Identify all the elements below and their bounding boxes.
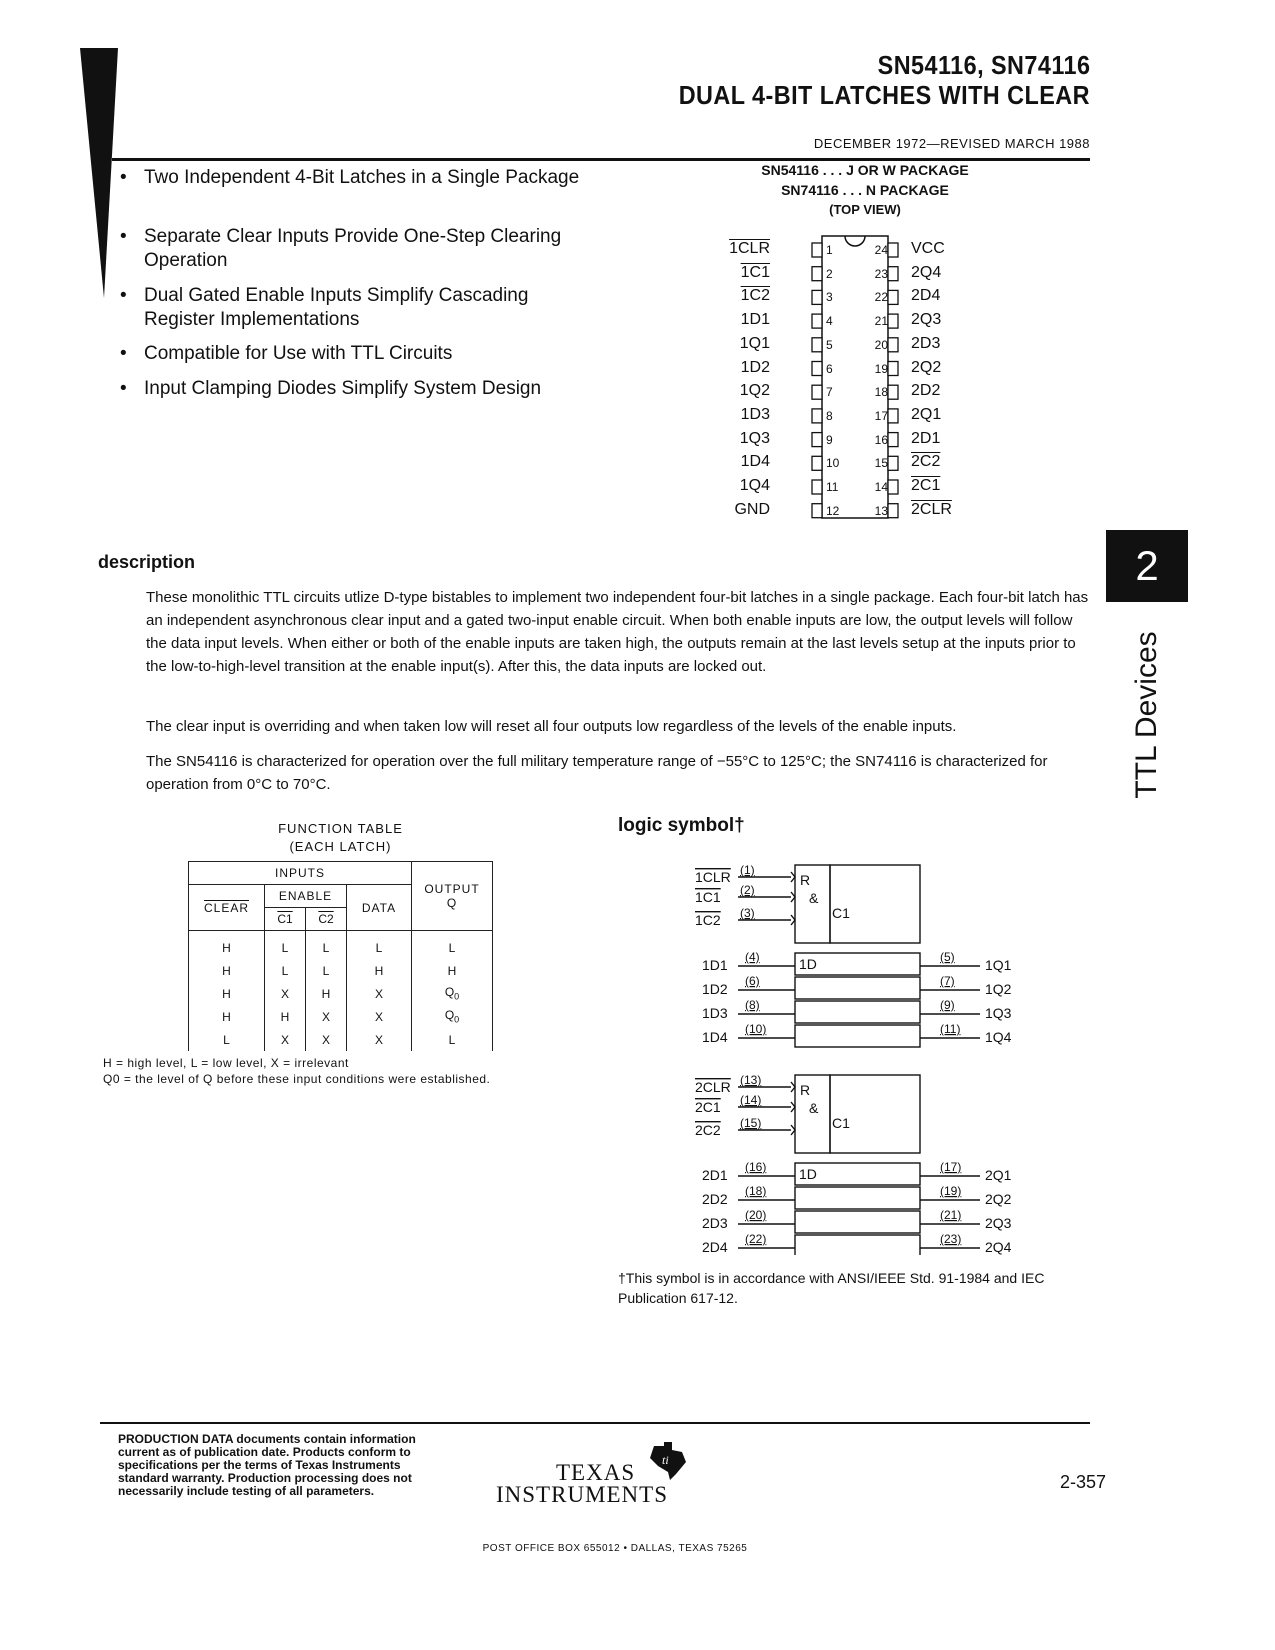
pin-box <box>812 480 822 494</box>
pin-label-right: 2Q4 <box>911 263 942 281</box>
function-table-cell: $Q_0$ <box>412 982 493 1005</box>
pin-number-label: (15) <box>740 1116 762 1130</box>
function-table-cell: H <box>189 982 265 1005</box>
control-input-label: 2CLR <box>695 1079 731 1095</box>
pin-box <box>888 243 898 257</box>
pin-number-left: 5 <box>826 337 833 352</box>
1d-label: 1D <box>799 956 817 972</box>
pin-box <box>888 480 898 494</box>
c1-header: C1 <box>265 908 306 931</box>
function-table-title: FUNCTION TABLE (EACH LATCH) <box>278 821 403 854</box>
dip-package-outline <box>800 232 920 522</box>
pin-label-right: 2D2 <box>911 382 941 400</box>
function-table-cell: X <box>347 1005 412 1028</box>
output-label: 2Q4 <box>985 1239 1012 1255</box>
pin-box <box>812 385 822 399</box>
pin-number-label: (14) <box>740 1093 762 1107</box>
enable-header: ENABLE <box>265 885 347 908</box>
output-label: 2Q3 <box>985 1215 1012 1231</box>
and-label: & <box>809 1100 819 1116</box>
c1-label: C1 <box>832 905 850 921</box>
function-table-row <box>189 1028 493 1051</box>
package-heading <box>715 160 1015 220</box>
data-input-label: 1D1 <box>702 957 728 973</box>
logic-symbol-footnote: †This symbol is in accordance with ANSI/IEEE Std. 91-1984 and IEC Publication 617-12. <box>618 1270 1045 1306</box>
pin-number-label: (4) <box>745 950 760 964</box>
data-input-label: 2D1 <box>702 1167 728 1183</box>
bullet-icon: • <box>120 167 127 188</box>
pin-label-right: 2CLR <box>911 500 952 518</box>
pin-number-right: 18 <box>874 385 888 400</box>
pin-number-right: 22 <box>874 290 888 305</box>
pin-number-right: 14 <box>874 480 888 494</box>
function-table-cell: L <box>306 959 347 982</box>
pin-box <box>888 338 898 352</box>
pin-box <box>812 267 822 281</box>
data-input-label: 2D4 <box>702 1239 728 1255</box>
pin-number-label: (6) <box>745 974 760 988</box>
description-paragraph: The SN54116 is characterized for operation over the full military temperature range of −55°C to 125°C; the SN74116 is characterized for operation from 0°C to 70°C. <box>146 753 1048 793</box>
pin-number-label: (11) <box>940 1022 961 1036</box>
pin-label-left: 1Q1 <box>739 334 770 352</box>
pin-box <box>888 456 898 470</box>
margin-wedge-mark <box>80 48 120 298</box>
pin-number-left: 10 <box>826 456 840 471</box>
package-top-view: (TOP VIEW) <box>829 202 901 217</box>
function-table-cell: X <box>306 1005 347 1028</box>
1d-label: 1D <box>799 1166 817 1182</box>
svg-text:ti: ti <box>662 1453 669 1467</box>
pin-number-right: 15 <box>874 456 888 471</box>
pin-number-label: (19) <box>940 1184 962 1198</box>
function-table-cell: L <box>265 931 306 960</box>
control-input-label: 2C2 <box>695 1122 721 1138</box>
output-header: OUTPUT Q <box>412 862 493 931</box>
pin-box <box>888 362 898 376</box>
pin-number-label: (20) <box>745 1208 767 1222</box>
data-input-label: 1D2 <box>702 981 728 997</box>
pin-number-label: (17) <box>940 1160 962 1174</box>
and-label: & <box>809 890 819 906</box>
latch-cell <box>795 1025 920 1047</box>
feature-item: • Two Independent 4-Bit Latches in a Single Package <box>120 167 580 188</box>
pin-box <box>888 314 898 328</box>
pin-label-left: 1D3 <box>740 405 770 423</box>
texas-instruments-logo: TEXAS INSTRUMENTS ti <box>496 1440 716 1510</box>
c1-label: C1 <box>832 1115 850 1131</box>
pin-number-label: (3) <box>740 906 755 920</box>
pin-label-right: 2D3 <box>911 334 941 352</box>
pin-label-right: 2D4 <box>911 287 941 305</box>
function-table-cell: L <box>189 1028 265 1051</box>
output-label: 2Q2 <box>985 1191 1012 1207</box>
description-paragraph: These monolithic TTL circuits utlize D-type bistables to implement two independent four-bit latches in a single package. Each four-bit latch has an independent asynchronous clear input and a gated two-input enable circuit. When both enable inputs are low, the output levels will follow the data input levels. When either or both of the enable inputs are taken high, the outputs remain at the last levels setup at the inputs prior to the low-to-high-level transition at the enable input(s). After this, the data inputs are locked out. <box>146 589 1089 675</box>
control-input-label: 2C1 <box>695 1099 721 1115</box>
pin-number-right: 17 <box>874 408 888 423</box>
pin-label-left: 1D4 <box>740 453 770 471</box>
function-table-cell: L <box>412 931 493 960</box>
bullet-icon: • <box>120 285 127 306</box>
function-table-row <box>189 959 493 982</box>
function-table-cell: H <box>347 959 412 982</box>
pin-label-right: VCC <box>911 240 945 257</box>
pin-box <box>888 433 898 447</box>
function-table-cell: H <box>412 959 493 982</box>
pin-number-right: 20 <box>874 337 888 352</box>
function-table-cell: L <box>306 931 347 960</box>
function-table-cell: H <box>189 1005 265 1028</box>
function-table <box>188 861 493 1051</box>
feature-item: • Dual Gated Enable Inputs Simplify Cascading Register Implementations <box>120 285 529 330</box>
data-header: DATA <box>347 885 412 931</box>
pin-number-right: 16 <box>874 432 888 447</box>
pin-number-right: 24 <box>874 243 888 257</box>
function-table-cell: H <box>189 959 265 982</box>
data-input-label: 2D2 <box>702 1191 728 1207</box>
pin-label-left: 1C1 <box>740 263 770 281</box>
output-label: 1Q2 <box>985 981 1012 997</box>
pin-box <box>812 433 822 447</box>
section-tab-number: 2 <box>1106 530 1188 602</box>
description-heading: description <box>98 552 196 572</box>
control-input-label: 1C2 <box>695 912 721 928</box>
pin-number-label: (22) <box>745 1232 767 1246</box>
pin-number-left: 1 <box>826 243 833 257</box>
common-control-frame <box>830 865 920 943</box>
function-table-cell: X <box>347 982 412 1005</box>
production-data-notice: PRODUCTION DATA documents contain information current as of publication date. Products conform to specifications per the terms of Texas Instruments standard warranty. Production processing does not necessarily include testing of all parameters. <box>118 1432 416 1498</box>
pin-number-label: (2) <box>740 883 755 897</box>
data-input-label: 1D4 <box>702 1029 728 1045</box>
function-table-cell: L <box>347 931 412 960</box>
function-table-cell: H <box>189 931 265 960</box>
function-table-cell: H <box>306 982 347 1005</box>
pin-number-label: (13) <box>740 1073 762 1087</box>
pin-number-left: 12 <box>826 503 840 518</box>
inputs-header: INPUTS <box>189 862 412 885</box>
output-label: 1Q1 <box>985 957 1012 973</box>
pin-box <box>888 385 898 399</box>
pin-number-label: (10) <box>745 1022 767 1036</box>
bullet-icon: • <box>120 226 127 247</box>
pin-number-left: 4 <box>826 314 833 329</box>
pin-box <box>812 456 822 470</box>
pin-box <box>812 243 822 257</box>
control-input-label: 1C1 <box>695 889 721 905</box>
clear-header: CLEAR <box>189 885 265 931</box>
pin-box <box>812 362 822 376</box>
output-label: 1Q3 <box>985 1005 1012 1021</box>
reset-label: R <box>800 1082 811 1098</box>
ti-map-icon <box>646 1440 690 1482</box>
pin-number-right: 19 <box>874 361 888 376</box>
data-input-label: 1D3 <box>702 1005 728 1021</box>
pin-number-left: 9 <box>826 432 833 447</box>
pin-number-label: (18) <box>745 1184 767 1198</box>
pin-label-right: 2C1 <box>911 477 941 494</box>
pin-label-left: 1D2 <box>740 358 770 376</box>
pin-box <box>888 504 898 518</box>
pin-label-left: 1D1 <box>740 311 770 329</box>
pin-box <box>812 290 822 304</box>
pin-number-left: 8 <box>826 408 833 423</box>
pin-label-right: 2Q3 <box>911 311 942 329</box>
logic-symbol-diagram <box>690 855 1030 1255</box>
page-number: 2-357 <box>1060 1472 1107 1492</box>
bullet-icon: • <box>120 378 127 399</box>
pin-box <box>812 504 822 518</box>
package-line-j-w: SN54116 . . . J OR W PACKAGE <box>761 162 969 178</box>
pin-number-label: (21) <box>940 1208 962 1222</box>
bullet-icon: • <box>120 343 127 364</box>
pin-number-label: (1) <box>740 863 755 877</box>
pin-number-right: 23 <box>874 266 888 281</box>
pin-label-left: 1C2 <box>740 287 770 305</box>
pin-label-right: 2C2 <box>911 453 941 471</box>
revision-date: DECEMBER 1972—REVISED MARCH 1988 <box>813 136 1090 151</box>
part-numbers-title: SN54116, SN74116 <box>877 50 1090 80</box>
package-line-n: SN74116 . . . N PACKAGE <box>781 182 949 198</box>
function-table-row <box>189 1005 493 1028</box>
document-title: DUAL 4-BIT LATCHES WITH CLEAR <box>678 80 1090 110</box>
common-control-frame <box>830 1075 920 1153</box>
function-table-cell: X <box>265 1028 306 1051</box>
pin-label-left: 1CLR <box>729 240 770 257</box>
function-table-row <box>189 931 493 960</box>
description-paragraph: The clear input is overriding and when taken low will reset all four outputs low regardless of the levels of the enable inputs. <box>146 718 957 735</box>
latch-cell <box>795 1235 920 1255</box>
latch-cell <box>795 977 920 999</box>
latch-cell <box>795 1211 920 1233</box>
function-table-cell: X <box>306 1028 347 1051</box>
pin-number-label: (16) <box>745 1160 767 1174</box>
data-input-label: 2D3 <box>702 1215 728 1231</box>
latch-cell <box>795 1001 920 1023</box>
feature-item: • Compatible for Use with TTL Circuits <box>120 343 453 364</box>
pin-label-right: 2Q2 <box>911 358 942 376</box>
output-label: 2Q1 <box>985 1167 1012 1183</box>
feature-item: • Input Clamping Diodes Simplify System Design <box>120 378 542 399</box>
function-table-cell: L <box>265 959 306 982</box>
pin-label-right: 2Q1 <box>911 405 942 423</box>
section-tab-label: TTL Devices <box>1130 631 1163 799</box>
pin-number-right: 13 <box>874 503 888 518</box>
function-table-cell: X <box>265 982 306 1005</box>
pin-box <box>812 409 822 423</box>
pin-label-left: 1Q3 <box>739 429 770 447</box>
pin-number-left: 2 <box>826 266 833 281</box>
function-table-row <box>189 982 493 1005</box>
pin-number-right: 21 <box>874 314 888 329</box>
reset-label: R <box>800 872 811 888</box>
pin-number-left: 7 <box>826 385 833 400</box>
pin-number-label: (23) <box>940 1232 962 1246</box>
pin-number-left: 3 <box>826 290 833 305</box>
function-table-cell: $Q_0$ <box>412 1005 493 1028</box>
pin-box <box>812 314 822 328</box>
pin-number-label: (8) <box>745 998 760 1012</box>
footer-rule <box>100 1422 1090 1424</box>
function-table-cell: X <box>347 1028 412 1051</box>
pin-box <box>888 409 898 423</box>
pin-number-label: (9) <box>940 998 955 1012</box>
control-input-label: 1CLR <box>695 869 731 885</box>
pin-label-left: 1Q2 <box>739 382 770 400</box>
pin-label-left: GND <box>734 500 770 518</box>
function-table-cell: L <box>412 1028 493 1051</box>
pin-box <box>812 338 822 352</box>
logic-symbol-heading: logic symbol† <box>618 815 745 836</box>
pin-number-label: (5) <box>940 950 955 964</box>
pin-label-right: 2D1 <box>911 429 941 447</box>
function-table-notes: H = high level, L = low level, X = irrelevant Q0 = the level of Q before these input conditions were established. <box>103 1056 491 1086</box>
pin-number-left: 11 <box>826 480 839 494</box>
pin-number-left: 6 <box>826 361 833 376</box>
footer-address: POST OFFICE BOX 655012 • DALLAS, TEXAS 75265 <box>482 1543 748 1554</box>
c2-header: C2 <box>306 908 347 931</box>
pin-label-left: 1Q4 <box>739 477 770 494</box>
output-label: 1Q4 <box>985 1029 1012 1045</box>
function-table-cell: H <box>265 1005 306 1028</box>
feature-item: • Separate Clear Inputs Provide One-Step Clearing Operation <box>120 226 562 271</box>
pin-box <box>888 267 898 281</box>
pin-box <box>888 290 898 304</box>
latch-cell <box>795 1187 920 1209</box>
pin-number-label: (7) <box>940 974 955 988</box>
